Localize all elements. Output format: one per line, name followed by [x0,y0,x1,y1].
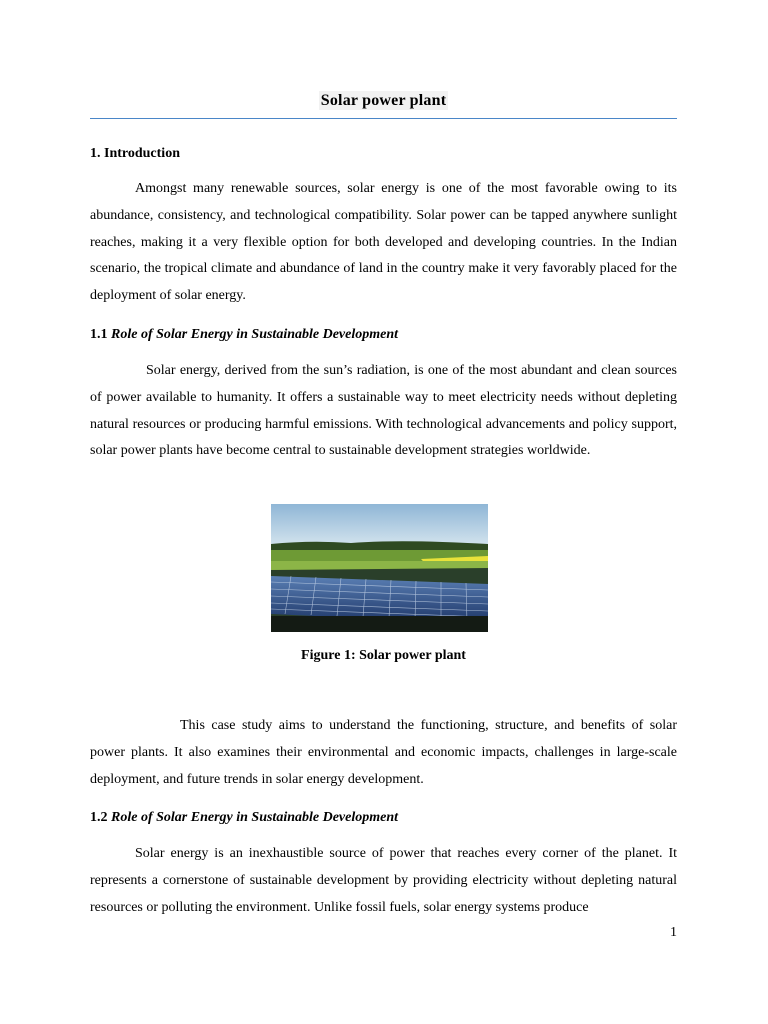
introduction-paragraph: Amongst many renewable sources, solar energy is one of the most favorable owing to its abundance, consistency, and technological compatibility. Solar power can be tapped anywhere sunlight reaches, making it a very flexible option for both developed and developing countries. In the Indian scenario, the tropical climate and abundance of land in the country make it very favorably placed for the deployment of solar energy. [90,181,677,304]
section-1-1-paragraph: Solar energy, derived from the sun’s radiation, is one of the most abundant and clean sources of power available to humanity. It offers a sustainable way to meet electricity needs without depleting natural resources or producing harmful emissions. With technological advancements and policy support, solar power plants have become central to sustainable development strategies worldwide. [90,363,677,459]
section-number-1-1: 1.1 [90,327,108,342]
section-heading-1-1 [90,327,398,343]
page-number: 1 [670,925,677,940]
section-1-2-paragraph: Solar energy is an inexhaustible source of power that reaches every corner of the planet. It represents a cornerstone of sustainable development by providing electricity without depleting natural resources or polluting the environment. Unlike fossil fuels, solar energy systems produce [90,846,677,915]
solar-plant-figure [271,504,488,632]
case-study-paragraph: This case study aims to understand the functioning, structure, and benefits of solar power plants. It also examines their environmental and economic impacts, challenges in large-scale deployment, and future trends in solar energy development. [90,718,677,787]
document-title-text: Solar power plant [320,92,447,109]
solar-plant-image [271,504,488,632]
title-underline [90,118,677,119]
document-title [90,92,677,110]
section-title-1-1: Role of Solar Energy in Sustainable Development [111,327,399,342]
section-heading-1-2 [90,810,398,826]
figure-caption: Figure 1: Solar power plant [301,648,466,663]
section-title-1-2: Role of Solar Energy in Sustainable Development [111,810,399,825]
section-heading-introduction: 1. Introduction [90,146,180,161]
section-number-1-2: 1.2 [90,810,108,825]
